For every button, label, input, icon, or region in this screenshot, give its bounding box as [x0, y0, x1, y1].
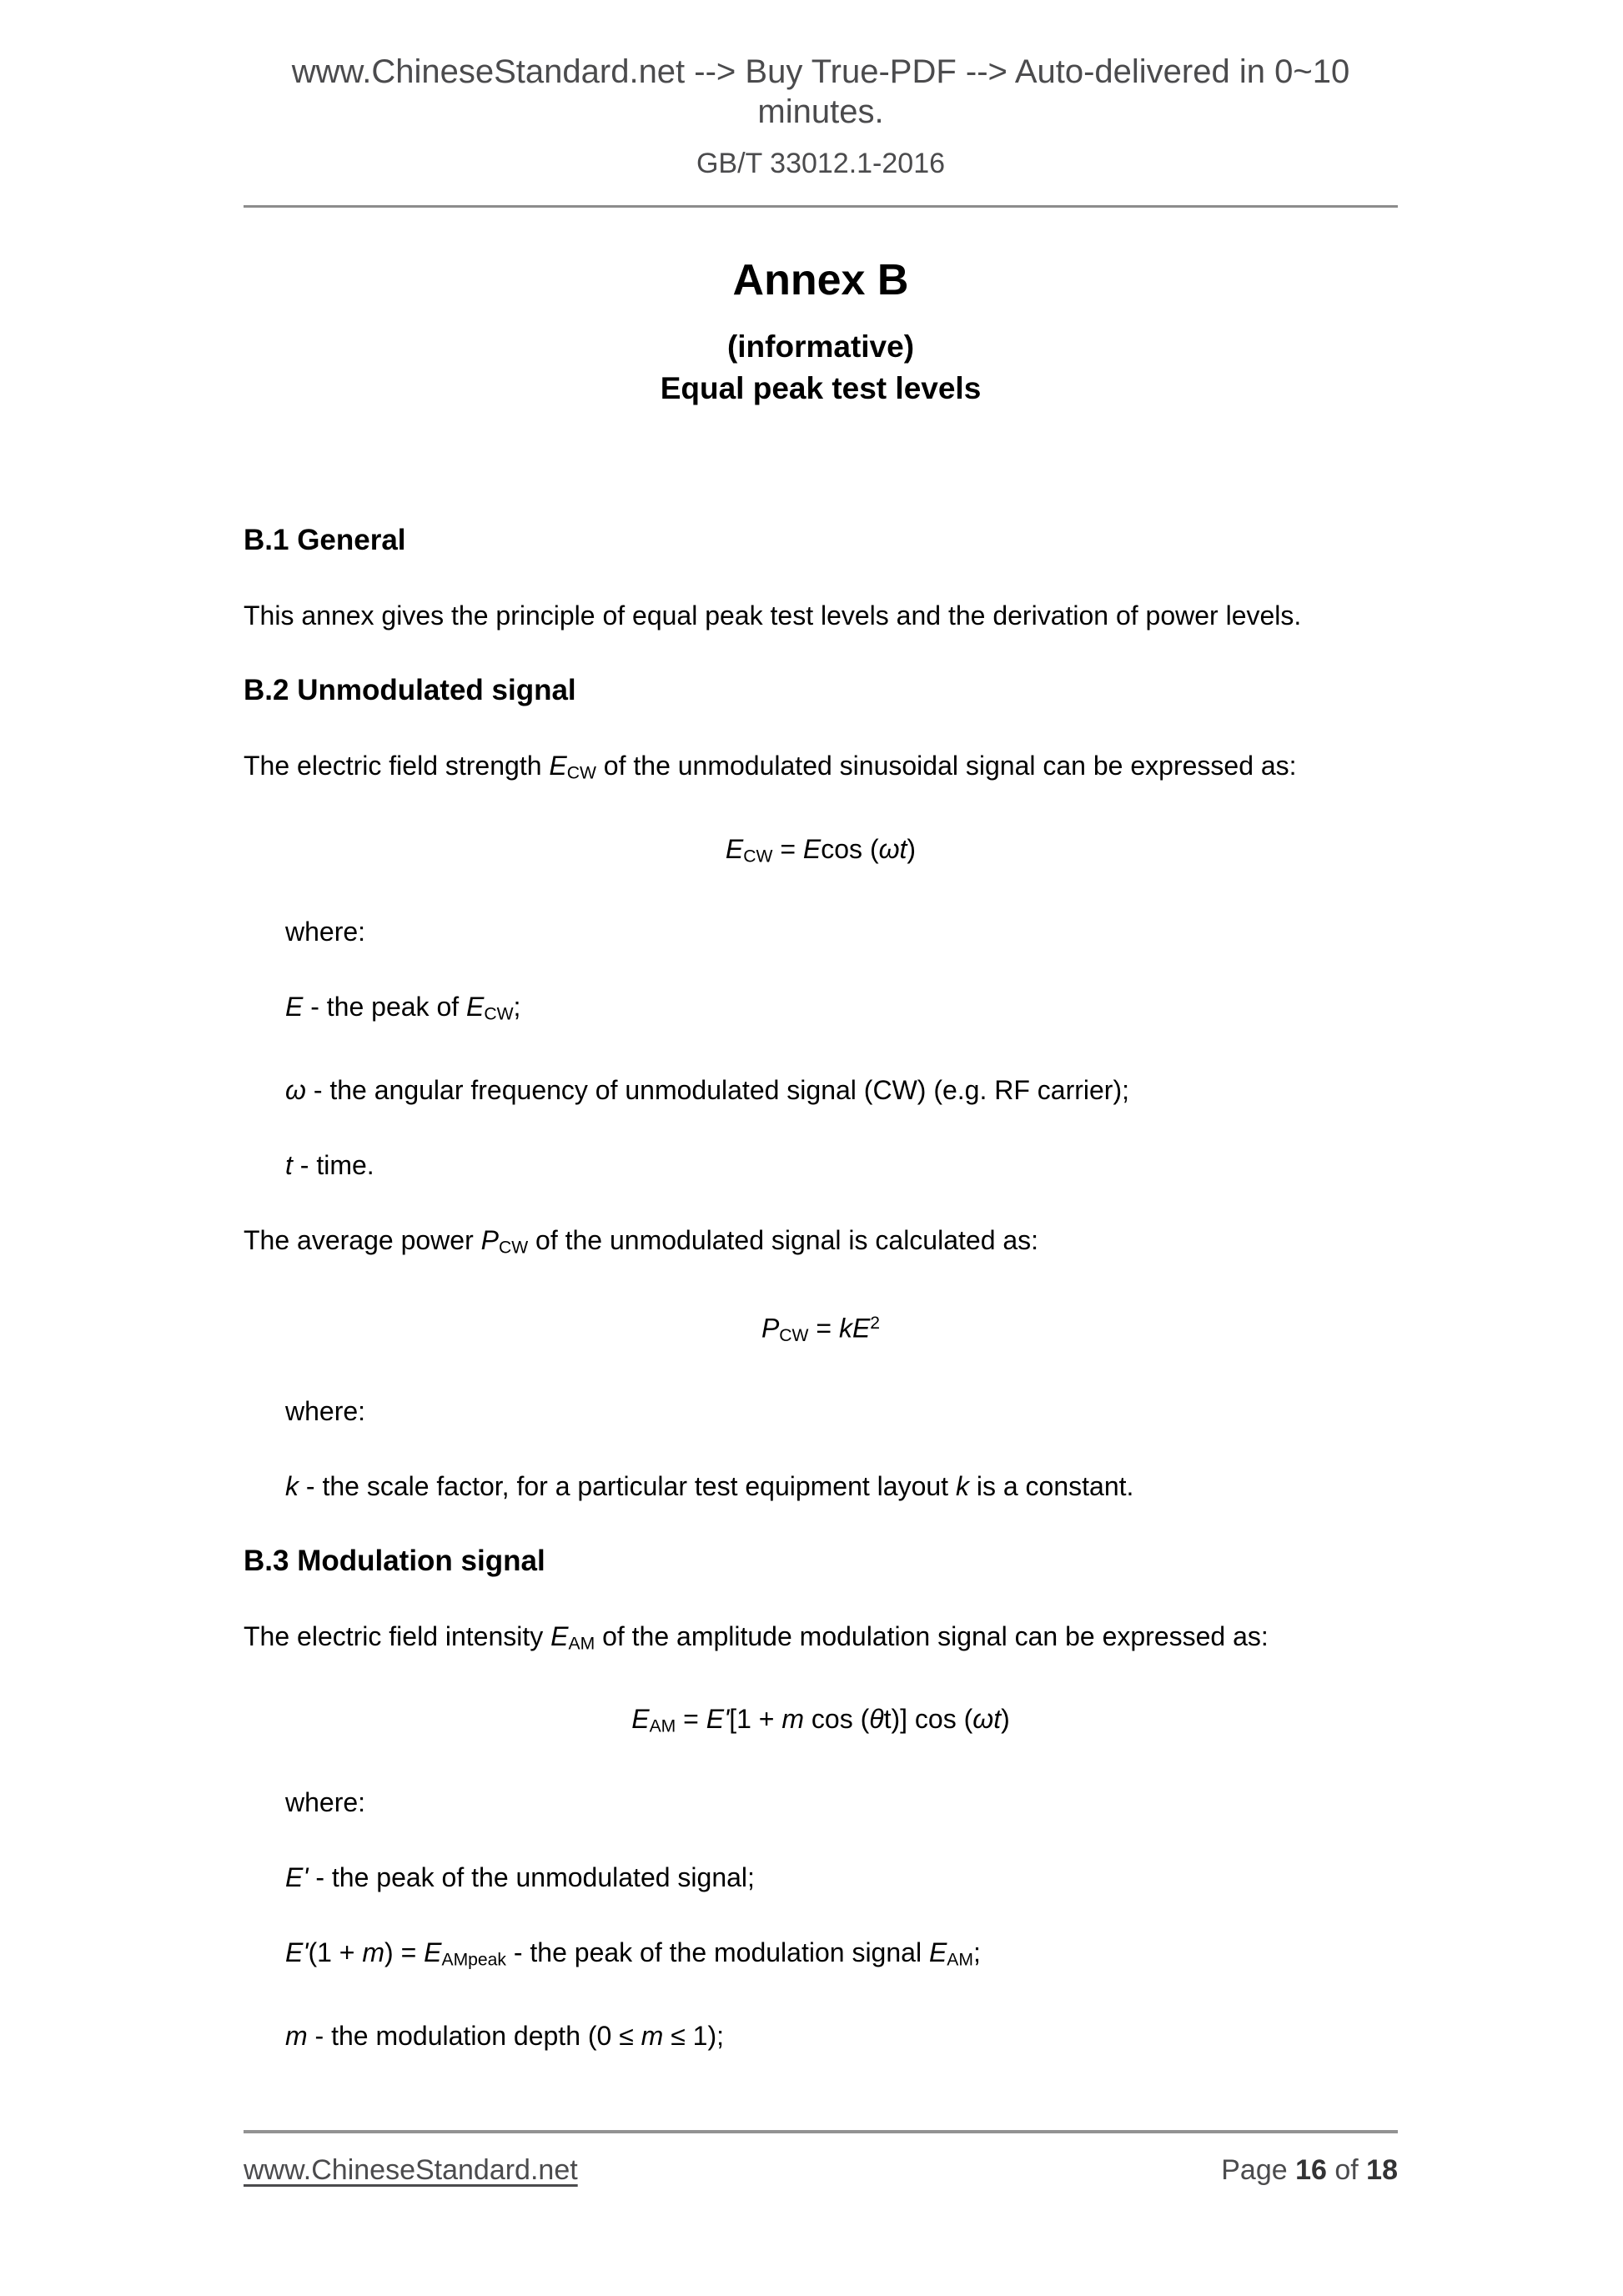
- annex-title: Annex B: [732, 256, 909, 304]
- footer-site-link[interactable]: www.ChineseStandard.net: [244, 2154, 578, 2186]
- page-footer: [244, 2130, 1398, 2188]
- where-label: where:: [285, 1787, 366, 1818]
- definition-eampeak: $E'(1 + m) = E_{AMpeak}$ - the peak of the modulation signal $E_{AM}$;: [285, 1937, 981, 1970]
- definition-eprime: E' - the peak of the unmodulated signal;: [285, 1862, 755, 1893]
- section-b1: [0, 518, 1623, 638]
- formula-eam: $E_{AM} = E'[1 + m$ cos (θt)] cos (ωt): [631, 1704, 1010, 1737]
- definition-t: t - time.: [285, 1149, 374, 1180]
- section-b1-heading: B.1 General: [244, 524, 406, 556]
- section-b3: [0, 1539, 1623, 2058]
- section-b1-paragraph: This annex gives the principle of equal peak test levels and the derivation of power levels.: [244, 600, 1302, 631]
- formula-ecw: $E_{CW} = Ecos$ (ωt): [725, 833, 917, 867]
- section-b3-intro: The electric field intensity $E_{AM}$ of the amplitude modulation signal can be expressed as:: [244, 1620, 1269, 1654]
- formula-pcw: $P_{CW} = kE^2$: [761, 1313, 881, 1345]
- where-label: where:: [285, 1395, 366, 1426]
- section-b3-heading: B.3 Modulation signal: [244, 1544, 545, 1577]
- where-label: where:: [285, 917, 366, 947]
- footer-rule: [244, 2130, 1398, 2133]
- annex-classification: (informative): [726, 329, 915, 364]
- definition-e: E - the peak of $E_{CW}$;: [285, 992, 521, 1024]
- header-banner-text: www.ChineseStandard.net --> Buy True-PDF --> Auto-delivered in 0~10 minutes.: [291, 53, 1350, 130]
- section-b2-power-intro: The average power $P_{CW}$ of the unmodulated signal is calculated as:: [244, 1224, 1039, 1258]
- definition-k: k - the scale factor, for a particular test equipment layout k is a constant.: [285, 1470, 1134, 1501]
- page-indicator: Page 16 of 18: [1221, 2154, 1398, 2186]
- definition-omega: ω - the angular frequency of unmodulated signal (CW) (e.g. RF carrier);: [285, 1074, 1129, 1105]
- header-rule: [244, 205, 1398, 208]
- annex-title-block: [0, 254, 1623, 408]
- section-b2-heading: B.2 Unmodulated signal: [244, 674, 576, 706]
- page-header: [0, 52, 1623, 208]
- section-b2: [0, 668, 1623, 1509]
- annex-subject: Equal peak test levels: [660, 371, 982, 405]
- definition-m: m - the modulation depth (0 ≤ m ≤ 1);: [285, 2020, 725, 2051]
- standard-code: GB/T 33012.1-2016: [696, 148, 946, 179]
- section-b2-intro: The electric field strength $E_{CW}$ of the unmodulated sinusoidal signal can be expressed as:: [244, 751, 1297, 783]
